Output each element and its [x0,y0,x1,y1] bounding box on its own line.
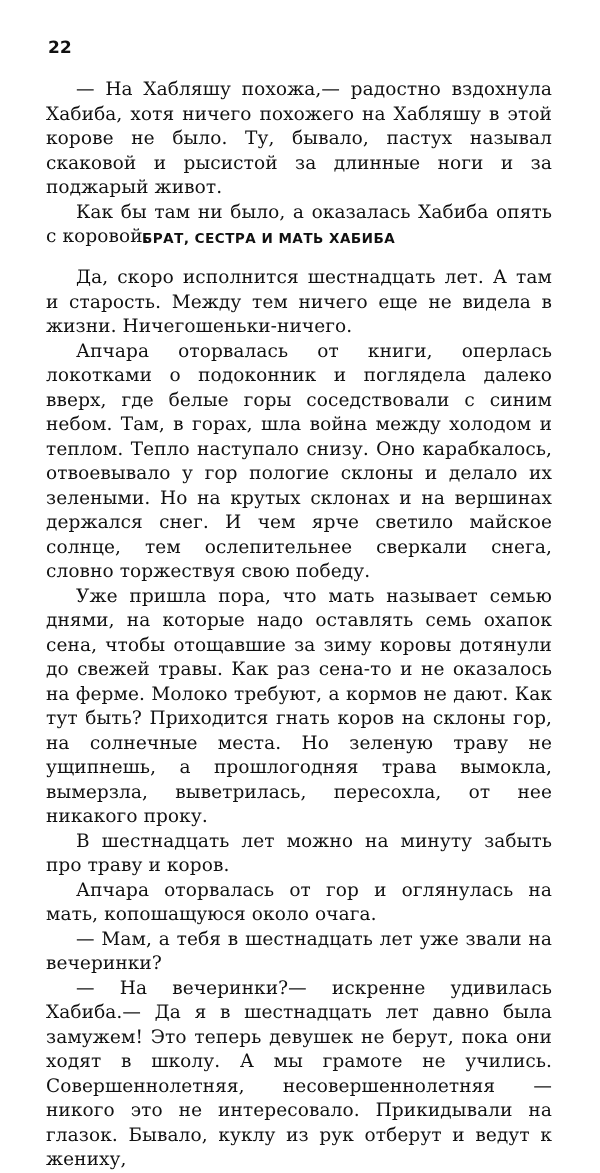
paragraph: Да, скоро исполнится шестнадцать лет. А там и старость. Между тем ничего еще не видела в жизни. Ничегошеньки-ничего. [46,267,552,337]
intro-text [46,78,552,250]
paragraph: Как бы там ни было, а оказалась Хабиба опять с коровой. [46,201,552,247]
page-number: 22 [48,38,72,58]
paragraph: Уже пришла пора, что мать называет семью днями, на которые надо оставлять семь охапок сена, чтобы отощавшие за зиму коровы дотянули до свежей травы. Как раз сена-то и не оказалось на ферме. Молоко требуют, а кормов не дают. Как тут быть? Приходится гнать коров на склоны гор, на солнечные места. Но зеленую траву не ущипнешь, а прошлогодняя трава вымокла, вымерзла, выветрилась, пересохла, от нее никакого проку. [46,585,552,827]
paragraph: Апчара оторвалась от книги, оперлась локотками о подоконник и поглядела далеко вверх, где белые горы соседствовали с синим небом. Там, в горах, шла война между холодом и теплом. Тепло наступало снизу. Оно карабкалось, отвоевывало у гор пологие склоны и делало их зелеными. Но на крутых склонах и на вершинах держался снег. И чем ярче светило майское солнце, тем ослепительнее сверкали снега, словно торжествуя свою победу. [46,340,552,582]
chapter-text [46,266,552,1173]
paragraph: — На вечеринки?— искренне удивилась Хабиба.— Да я в шестнадцать лет давно была замужем! Это теперь девушек не берут, пока они ходят в школу. А мы грамоте не учились. Совершеннолетняя, несовершеннолетняя — никого это не интересовало. Прикидывали на глазок. Бывало, куклу из рук отберут и ведут к жениху, [46,977,552,1170]
chapter-title: БРАТ, СЕСТРА И МАТЬ ХАБИБА [142,231,396,247]
paragraph: Апчара оторвалась от гор и оглянулась на мать, копошащуюся около очага. [46,879,552,925]
paragraph: — Мам, а тебя в шестнадцать лет уже звали на вечеринки? [46,928,552,974]
paragraph: В шестнадцать лет можно на минуту забыть про траву и коров. [46,830,552,876]
paragraph: — На Хабляшу похожа,— радостно вздохнула Хабиба, хотя ничего похожего на Хабляшу в этой корове не было. Ту, бывало, пастух называл скаковой и рысистой за длинные ноги и за поджарый живот. [46,79,552,198]
